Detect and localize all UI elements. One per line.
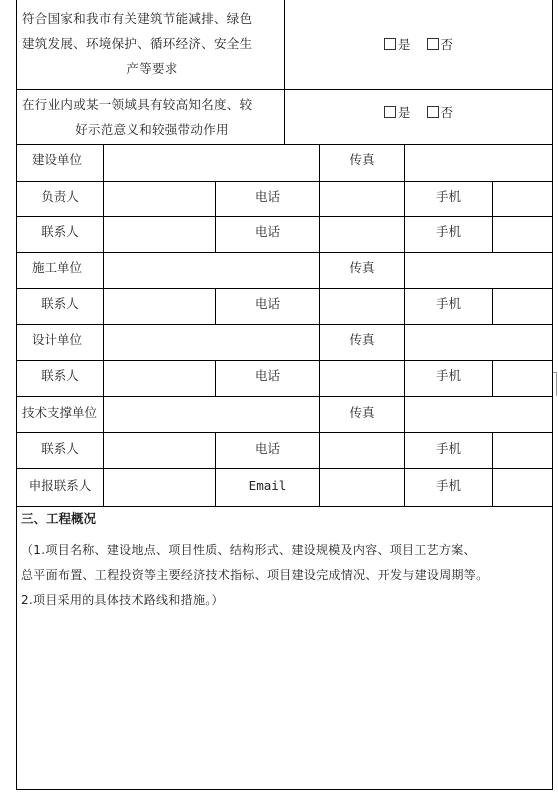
label-contact: 联系人 (41, 295, 79, 311)
label-mobile: 手机 (435, 295, 461, 311)
requirement-line: 产等要求 (126, 61, 178, 76)
mobile-field[interactable] (493, 217, 552, 252)
fax-field[interactable] (405, 253, 552, 288)
fax-field[interactable] (405, 145, 552, 181)
label-builder-unit: 施工单位 (32, 259, 83, 275)
table-border-right (552, 0, 553, 790)
row-line (16, 506, 553, 507)
label-contact: 联系人 (41, 223, 79, 239)
phone-field[interactable] (320, 217, 404, 252)
label-phone: 电话 (254, 223, 280, 239)
yes-checkbox[interactable] (384, 106, 396, 118)
requirement-line: 好示范意义和较强带动作用 (75, 122, 229, 137)
declare-contact-field[interactable] (104, 469, 215, 506)
label-contact: 联系人 (41, 367, 79, 383)
label-fax: 传真 (349, 259, 375, 275)
contact-field[interactable] (104, 289, 215, 324)
contact-field[interactable] (104, 217, 215, 252)
mobile-field[interactable] (493, 289, 552, 324)
tech-support-unit-field[interactable] (104, 397, 319, 432)
requirement-choice-1 (285, 0, 552, 89)
description-line: 2.项目采用的具体技术路线和措施。） (21, 593, 224, 607)
label-mobile: 手机 (435, 477, 461, 493)
description-line: 总平面布置、工程投资等主要经济技术指标、项目建设完成情况、开发与建设周期等。 (21, 568, 489, 582)
label-contact: 联系人 (41, 440, 79, 456)
label-phone: 电话 (254, 367, 280, 383)
label-fax: 传真 (349, 404, 375, 420)
project-overview-field[interactable] (17, 620, 552, 788)
requirement-text-1 (22, 6, 282, 81)
label-phone: 电话 (254, 295, 280, 311)
table-border-bottom (16, 789, 553, 790)
mobile-field[interactable] (493, 182, 552, 216)
requirement-choice-2 (285, 90, 552, 134)
requirement-line: 建筑发展、环境保护、循环经济、安全生 (22, 36, 253, 51)
construction-unit-field[interactable] (104, 145, 319, 181)
label-responsible-person: 负责人 (41, 188, 79, 204)
requirement-line: 符合国家和我市有关建筑节能减排、绿色 (22, 11, 253, 26)
label-fax: 传真 (349, 331, 375, 347)
phone-field[interactable] (320, 433, 404, 468)
requirement-line: 在行业内或某一领域具有较高知名度、较 (22, 97, 253, 112)
label-tech-support-unit: 技术支撑单位 (22, 404, 98, 420)
requirement-text-2 (22, 92, 282, 142)
contact-field[interactable] (104, 361, 215, 396)
label-phone: 电话 (254, 188, 280, 204)
section-title: 三、工程概况 (21, 511, 97, 526)
no-checkbox[interactable] (427, 38, 439, 50)
no-option[interactable]: 否 (427, 37, 454, 52)
builder-unit-field[interactable] (104, 253, 319, 288)
phone-field[interactable] (320, 182, 404, 216)
responsible-person-field[interactable] (104, 182, 215, 216)
contact-field[interactable] (104, 433, 215, 468)
email-field[interactable] (320, 469, 404, 506)
phone-field[interactable] (320, 361, 404, 396)
label-construction-unit: 建设单位 (32, 151, 83, 167)
fax-field[interactable] (405, 397, 552, 432)
design-unit-field[interactable] (104, 325, 319, 360)
mobile-field[interactable] (493, 433, 552, 468)
label-mobile: 手机 (435, 440, 461, 456)
fax-field[interactable] (405, 325, 552, 360)
mobile-field[interactable] (493, 469, 552, 506)
label-design-unit: 设计单位 (32, 331, 83, 347)
label-fax: 传真 (349, 151, 375, 167)
label-mobile: 手机 (435, 188, 461, 204)
label-mobile: 手机 (435, 367, 461, 383)
yes-option[interactable]: 是 (384, 105, 411, 120)
label-email: Email (248, 477, 287, 493)
margin-mark (556, 372, 557, 396)
yes-checkbox[interactable] (384, 38, 396, 50)
label-declare-contact: 申报联系人 (28, 477, 92, 493)
no-checkbox[interactable] (427, 106, 439, 118)
section-description (21, 538, 551, 613)
mobile-field[interactable] (493, 361, 552, 396)
label-mobile: 手机 (435, 223, 461, 239)
description-line: （1.项目名称、建设地点、项目性质、结构形式、建设规模及内容、项目工艺方案、 (21, 543, 476, 557)
label-phone: 电话 (254, 440, 280, 456)
no-option[interactable]: 否 (427, 105, 454, 120)
phone-field[interactable] (320, 289, 404, 324)
yes-option[interactable]: 是 (384, 37, 411, 52)
